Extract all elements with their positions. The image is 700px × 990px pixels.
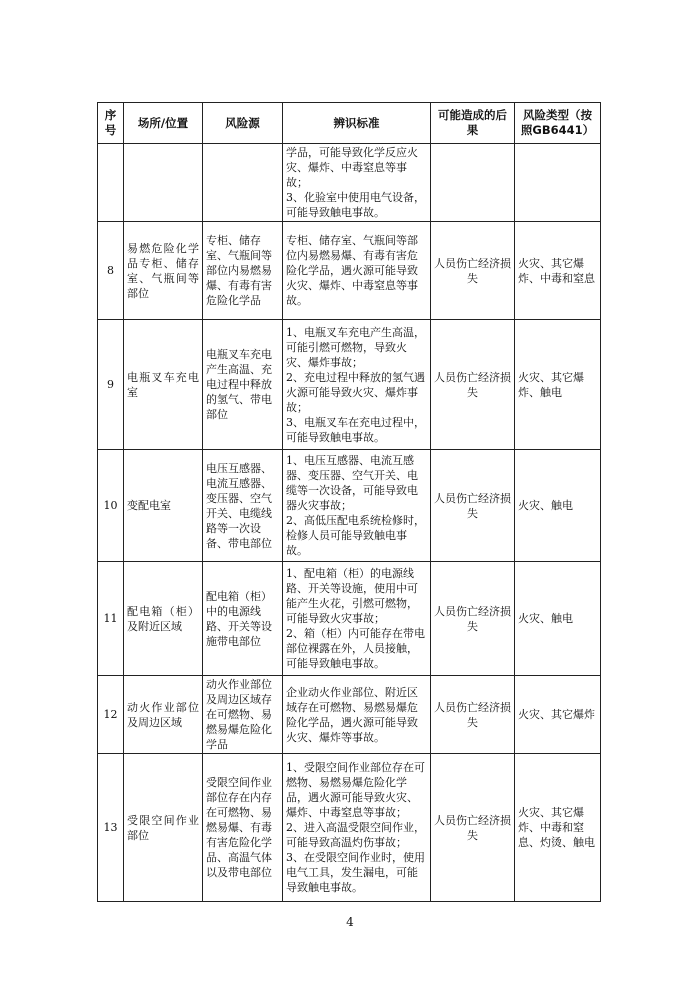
cell-consequence: 人员伤亡经济损失 (431, 450, 515, 562)
cell-standard (283, 450, 431, 562)
cell-source: 动火作业部位及周边区域存在可燃物、易燃易爆危险化学品 (203, 676, 283, 754)
standard-line: 1、配电箱（柜）的电源线路、开关等设施，使用中可能产生火花，引燃可燃物，可能导致火灾事故； (286, 567, 418, 625)
cell-type: 火灾、触电 (515, 562, 601, 676)
standard-line: 3、电瓶叉车在充电过程中，可能导致触电事故。 (286, 415, 425, 444)
header-type: 风险类型（按照GB6441） (515, 103, 601, 144)
cell-type: 火灾、触电 (515, 450, 601, 562)
cell-standard (283, 754, 431, 902)
cell-type: 火灾、其它爆炸、触电 (515, 320, 601, 450)
standard-line: 3、化验室中使用电气设备，可能导致触电事故。 (286, 191, 425, 219)
cell-consequence: 人员伤亡经济损失 (431, 676, 515, 754)
cell-type: 火灾、其它爆炸 (515, 676, 601, 754)
standard-line: 2、进入高温受限空间作业，可能导致高温灼伤事故； (286, 821, 425, 849)
cell-location: 变配电室 (124, 450, 203, 562)
cell-standard (283, 222, 431, 320)
cell-no: 10 (98, 450, 124, 562)
cell-consequence: 人员伤亡经济损失 (431, 320, 515, 450)
standard-line: 1、受限空间作业部位存在可燃物、易燃易爆危险化学品，遇火源可能导致火灾、爆炸、中毒窒息等事故； (286, 761, 425, 819)
cell-source (203, 144, 283, 222)
cell-location: 配电箱（柜）及附近区域 (124, 562, 203, 676)
cell-source: 受限空间作业部位存在内存在可燃物、易燃易爆、有毒有害危险化学品、高温气体以及带电部位 (203, 754, 283, 902)
cell-source: 配电箱（柜）中的电源线路、开关等设施带电部位 (203, 562, 283, 676)
cell-location: 电瓶叉车充电室 (124, 320, 203, 450)
standard-line: 专柜、储存室、气瓶间等部位内易燃易爆、有毒有害危险化学品，遇火源可能导致火灾、爆炸、中毒窒息等事故。 (286, 234, 418, 307)
cell-standard (283, 144, 431, 222)
standard-line: 2、充电过程中释放的氢气遇火源可能导致火灾、爆炸事故； (286, 370, 425, 414)
cell-no: 11 (98, 562, 124, 676)
cell-source: 专柜、储存室、气瓶间等部位内易燃易爆、有毒有害危险化学品 (203, 222, 283, 320)
standard-line: 1、电压互感器、电流互感器、变压器、空气开关、电缆等一次设备，可能导致电器火灾事故； (286, 454, 418, 512)
standard-line: 3、在受限空间作业时，使用电气工具，发生漏电，可能导致触电事故。 (286, 851, 425, 894)
table-row (98, 144, 601, 222)
cell-no: 13 (98, 754, 124, 902)
cell-location: 动火作业部位及周边区域 (124, 676, 203, 754)
cell-consequence: 人员伤亡经济损失 (431, 222, 515, 320)
cell-consequence: 人员伤亡经济损失 (431, 562, 515, 676)
cell-standard (283, 320, 431, 450)
header-location: 场所/位置 (124, 103, 203, 144)
table-row (98, 450, 601, 562)
cell-location: 易燃危险化学品专柜、储存室、气瓶间等部位 (124, 222, 203, 320)
standard-line: 企业动火作业部位、附近区域存在可燃物、易燃易爆危险化学品，遇火源可能导致火灾、爆炸等事故。 (286, 685, 418, 744)
header-standard: 辨识标准 (283, 103, 431, 144)
cell-no: 8 (98, 222, 124, 320)
table-body (98, 144, 601, 902)
table-row (98, 562, 601, 676)
cell-consequence: 人员伤亡经济损失 (431, 754, 515, 902)
cell-standard (283, 676, 431, 754)
standard-line: 2、箱（柜）内可能存在带电部位裸露在外，人员接触，可能导致触电事故。 (286, 627, 425, 670)
cell-location: 受限空间作业部位 (124, 754, 203, 902)
risk-identification-table (97, 102, 601, 902)
header-consequence: 可能造成的后果 (431, 103, 515, 144)
cell-type: 火灾、其它爆炸、中毒和窒息、灼烫、触电 (515, 754, 601, 902)
table-row (98, 222, 601, 320)
cell-no: 12 (98, 676, 124, 754)
cell-source: 电瓶叉车充电产生高温、充电过程中释放的氢气、带电部位 (203, 320, 283, 450)
cell-no (98, 144, 124, 222)
cell-type (515, 144, 601, 222)
cell-location (124, 144, 203, 222)
standard-line: 学品，可能导致化学反应火灾、爆炸、中毒窒息等事故； (286, 146, 418, 189)
cell-standard (283, 562, 431, 676)
cell-consequence (431, 144, 515, 222)
table-row (98, 320, 601, 450)
table-row (98, 754, 601, 902)
table-header-row (98, 103, 601, 144)
header-no: 序号 (98, 103, 124, 144)
standard-line: 2、高低压配电系统检修时，检修人员可能导致触电事故。 (286, 514, 425, 557)
header-source: 风险源 (203, 103, 283, 144)
table-row (98, 676, 601, 754)
cell-source: 电压互感器、电流互感器、变压器、空气开关、电缆线路等一次设备、带电部位 (203, 450, 283, 562)
cell-no: 9 (98, 320, 124, 450)
page-number: 4 (346, 915, 354, 929)
cell-type: 火灾、其它爆炸、中毒和窒息 (515, 222, 601, 320)
standard-line: 1、电瓶叉车充电产生高温，可能引燃可燃物，导致火灾、爆炸事故； (286, 325, 425, 369)
